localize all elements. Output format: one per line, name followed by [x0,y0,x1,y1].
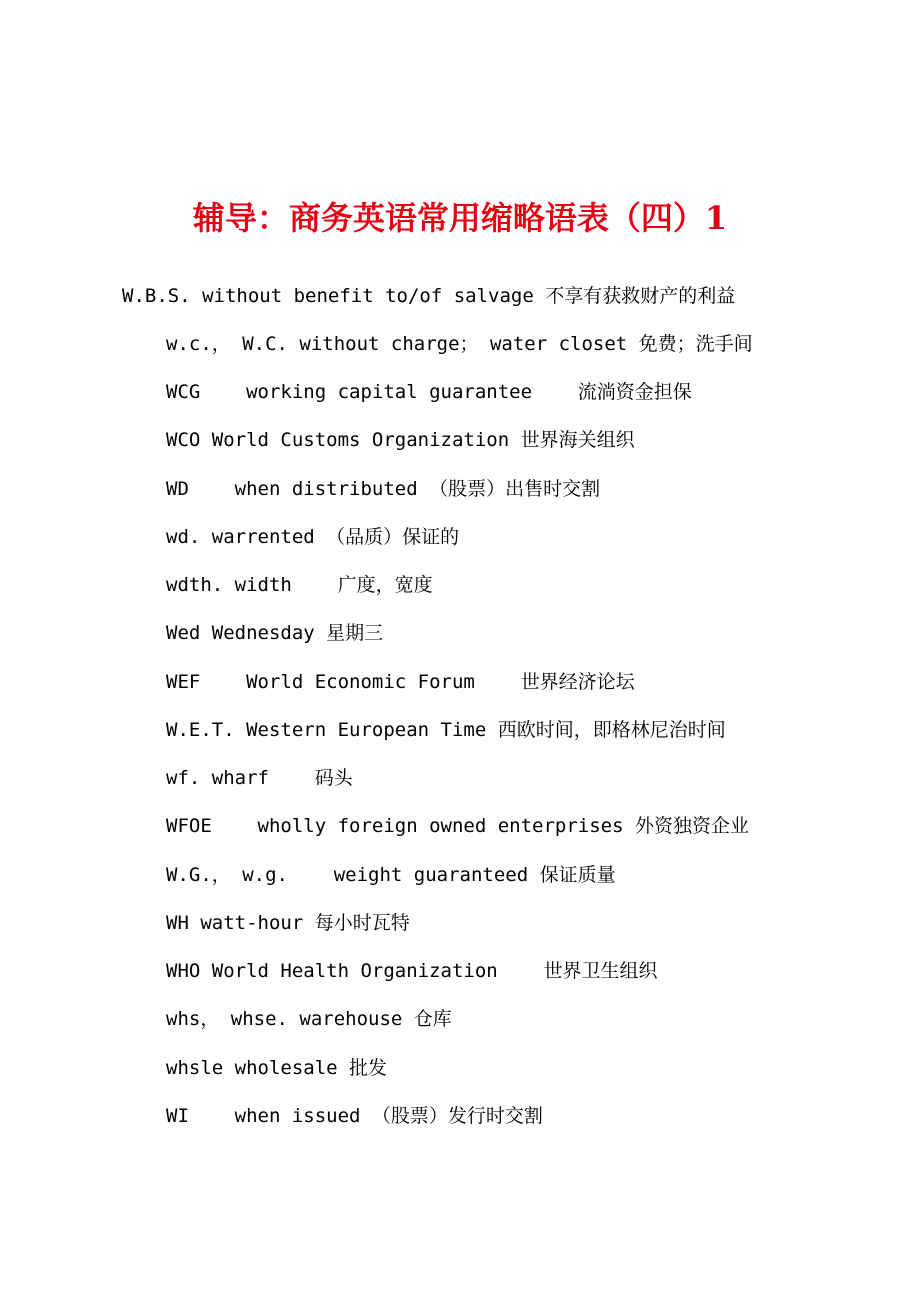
abbreviation-entry: WEF World Economic Forum 世界经济论坛 [166,671,635,693]
abbreviation-entry: W.E.T. Western European Time 西欧时间，即格林尼治时间 [166,719,726,741]
abbreviation-entry: WHO World Health Organization 世界卫生组织 [166,960,658,982]
abbreviation-entry: whsle wholesale 批发 [166,1057,388,1079]
abbreviation-entry: WFOE wholly foreign owned enterprises 外资独资企业 [166,815,749,837]
abbreviation-entry: WCG working capital guarantee 流淌资金担保 [166,381,692,403]
abbreviation-entry: wf. wharf 码头 [166,767,353,789]
abbreviation-entry: whs， whse. warehouse 仓库 [166,1008,452,1030]
abbreviation-entry: Wed Wednesday 星期三 [166,622,384,644]
abbreviation-entry: w.c.， W.C. without charge； water closet 免费；洗手间 [166,333,753,355]
abbreviation-entry: WD when distributed （股票）出售时交割 [166,478,601,500]
abbreviation-entry: WH watt-hour 每小时瓦特 [166,912,410,934]
abbreviation-entry: W.G.， w.g. weight guaranteed 保证质量 [166,864,616,886]
abbreviation-entry: wdth. width 广度，宽度 [166,574,433,596]
abbreviation-entry: WCO World Customs Organization 世界海关组织 [166,429,635,451]
abbreviation-entry: wd. warrented （品质）保证的 [166,526,460,548]
abbreviation-entry: W.B.S. without benefit to/of salvage 不享有获救财产的利益 [122,285,736,307]
abbreviation-entry: WI when issued （股票）发行时交割 [166,1105,543,1127]
document-title: 辅导：商务英语常用缩略语表（四）1 [192,199,728,237]
